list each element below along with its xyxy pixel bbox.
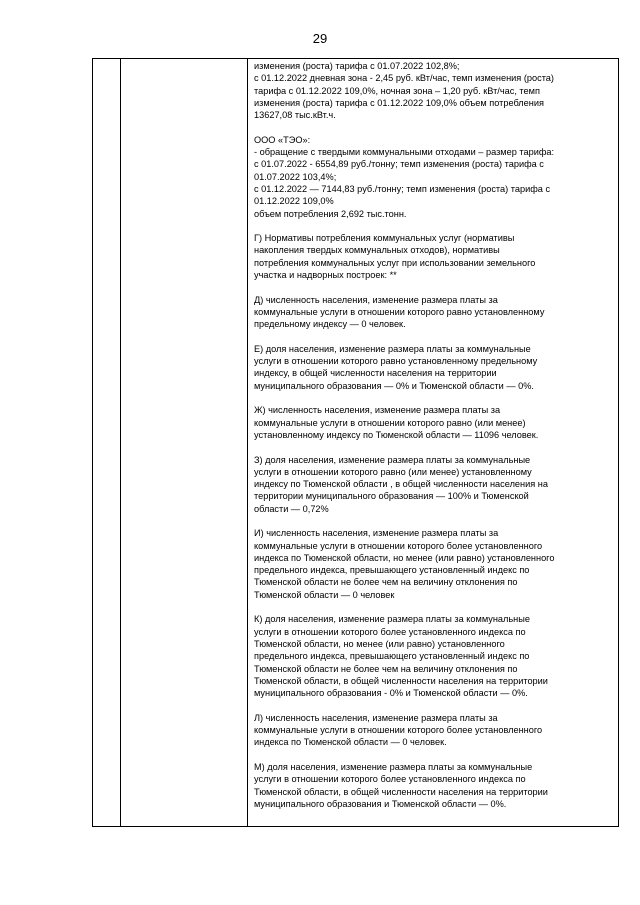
paragraph — [254, 613, 612, 699]
text-line: потребления коммунальных услуг при использовании земельного — [254, 257, 536, 268]
text-line: услуги в отношении которого равно установленному предельному — [254, 356, 538, 367]
page-number: 29 — [312, 31, 328, 46]
text-line: территории муниципального образования — 100% и Тюменской — [254, 491, 529, 502]
text-line: муниципального образования и Тюменской области — 0%. — [254, 798, 507, 809]
text-line: изменения (роста) тарифа с 01.07.2022 102,8%; — [254, 61, 460, 71]
text-line: предельному индексу — 0 человек. — [254, 319, 406, 330]
text-line: участка и надворных построек: ** — [254, 270, 397, 281]
text-line: Тюменской области, в общей численности населения на территории — [254, 786, 548, 797]
text-line: коммунальные услуги в отношении которого более установленного — [254, 725, 543, 736]
text-line: индекса по Тюменской области, но менее (или равно) установленного — [254, 552, 555, 563]
text-line: муниципального образования — 0% и Тюменской области — 0%. — [254, 380, 534, 391]
text-line: Д) численность населения, изменение размера платы за — [254, 294, 498, 305]
text-line: коммунальные услуги в отношении которого равно (или менее) — [254, 417, 526, 428]
text-line: - обращение с твердыми коммунальными отходами – размер тарифа: — [254, 147, 555, 158]
text-line: З) доля населения, изменение размера платы за коммунальные — [254, 454, 531, 465]
text-line: Л) численность населения, изменение размера платы за — [254, 712, 498, 723]
text-line: накопления твердых коммунальных отходов), нормативы — [254, 245, 500, 256]
text-line: Тюменской области, но менее (или равно) установленного — [254, 638, 505, 649]
text-line: с 01.12.2022 дневная зона - 2,45 руб. кВт/час, темп изменения (роста) — [254, 73, 554, 84]
paragraph — [254, 527, 612, 601]
text-line: услуги в отношении которого более установленного индекса по — [254, 774, 526, 785]
paragraph — [254, 454, 612, 515]
paragraph — [254, 134, 612, 220]
text-line: предельного индекса, превышающего установленный индекс по — [254, 651, 530, 662]
text-line: тарифа с 01.12.2022 109,0%, ночная зона – 1,20 руб. кВт/час, темп — [254, 85, 540, 96]
text-line: 01.12.2022 109,0% — [254, 196, 334, 207]
text-line: Тюменской области не более чем на величину отклонения по — [254, 577, 518, 588]
paragraph — [254, 232, 612, 281]
text-line: с 01.12.2022 — 7144,83 руб./тонну; темп изменения (роста) тарифа с — [254, 183, 551, 194]
text-line: К) доля населения, изменение размера платы за коммунальные — [254, 614, 530, 625]
text-line: муниципального образования - 0% и Тюменской области — 0%. — [254, 688, 528, 699]
text-line: Ж) численность населения, изменение размера платы за — [254, 405, 501, 416]
text-line: ООО «ТЭО»: — [254, 134, 311, 145]
text-line: индексу по Тюменской области , в общей численности населения на — [254, 479, 548, 490]
text-line: Тюменской области, в общей численности населения на территории — [254, 675, 548, 686]
text-line: индекса по Тюменской области — 0 человек. — [254, 737, 447, 748]
text-line: М) доля населения, изменение размера платы за коммунальные — [254, 761, 533, 772]
text-line: Г) Нормативы потребления коммунальных услуг (нормативы — [254, 233, 515, 244]
paragraph — [254, 60, 612, 121]
text-line: коммунальные услуги в отношении которого равно установленному — [254, 306, 545, 317]
text-line: 13627,08 тыс.кВт.ч. — [254, 110, 336, 121]
paragraph — [254, 404, 612, 441]
text-line: услуги в отношении которого равно (или менее) установленному — [254, 466, 532, 477]
document-table — [92, 58, 619, 827]
text-line: Тюменской области — 0 человек — [254, 589, 395, 600]
text-line: с 01.07.2022 - 6554,89 руб./тонну; темп изменения (роста) тарифа с — [254, 159, 544, 170]
table-cell-text — [254, 60, 612, 822]
text-line: индексу, в общей численности населения на территории — [254, 368, 497, 379]
text-line: установленному индексу по Тюменской области — 11096 человек. — [254, 429, 539, 440]
text-line: коммунальные услуги в отношении которого более установленного — [254, 540, 543, 551]
paragraph — [254, 761, 612, 810]
paragraph — [254, 294, 612, 331]
text-line: 01.07.2022 103,4%; — [254, 171, 337, 182]
text-line: изменения (роста) тарифа с 01.12.2022 109,0% объем потребления — [254, 97, 544, 108]
text-line: Тюменской области не более чем на величину отклонения по — [254, 663, 518, 674]
text-line: объем потребления 2,692 тыс.тонн. — [254, 208, 407, 219]
paragraph — [254, 712, 612, 749]
text-line: И) численность населения, изменение размера платы за — [254, 528, 499, 539]
text-line: предельного индекса, превышающего установленный индекс по — [254, 565, 530, 576]
text-line: услуги в отношении которого более установленного индекса по — [254, 626, 526, 637]
paragraph — [254, 343, 612, 392]
text-line: области — 0,72% — [254, 503, 329, 514]
column-divider — [247, 59, 248, 826]
column-divider — [120, 59, 121, 826]
text-line: Е) доля населения, изменение размера платы за коммунальные — [254, 343, 531, 354]
